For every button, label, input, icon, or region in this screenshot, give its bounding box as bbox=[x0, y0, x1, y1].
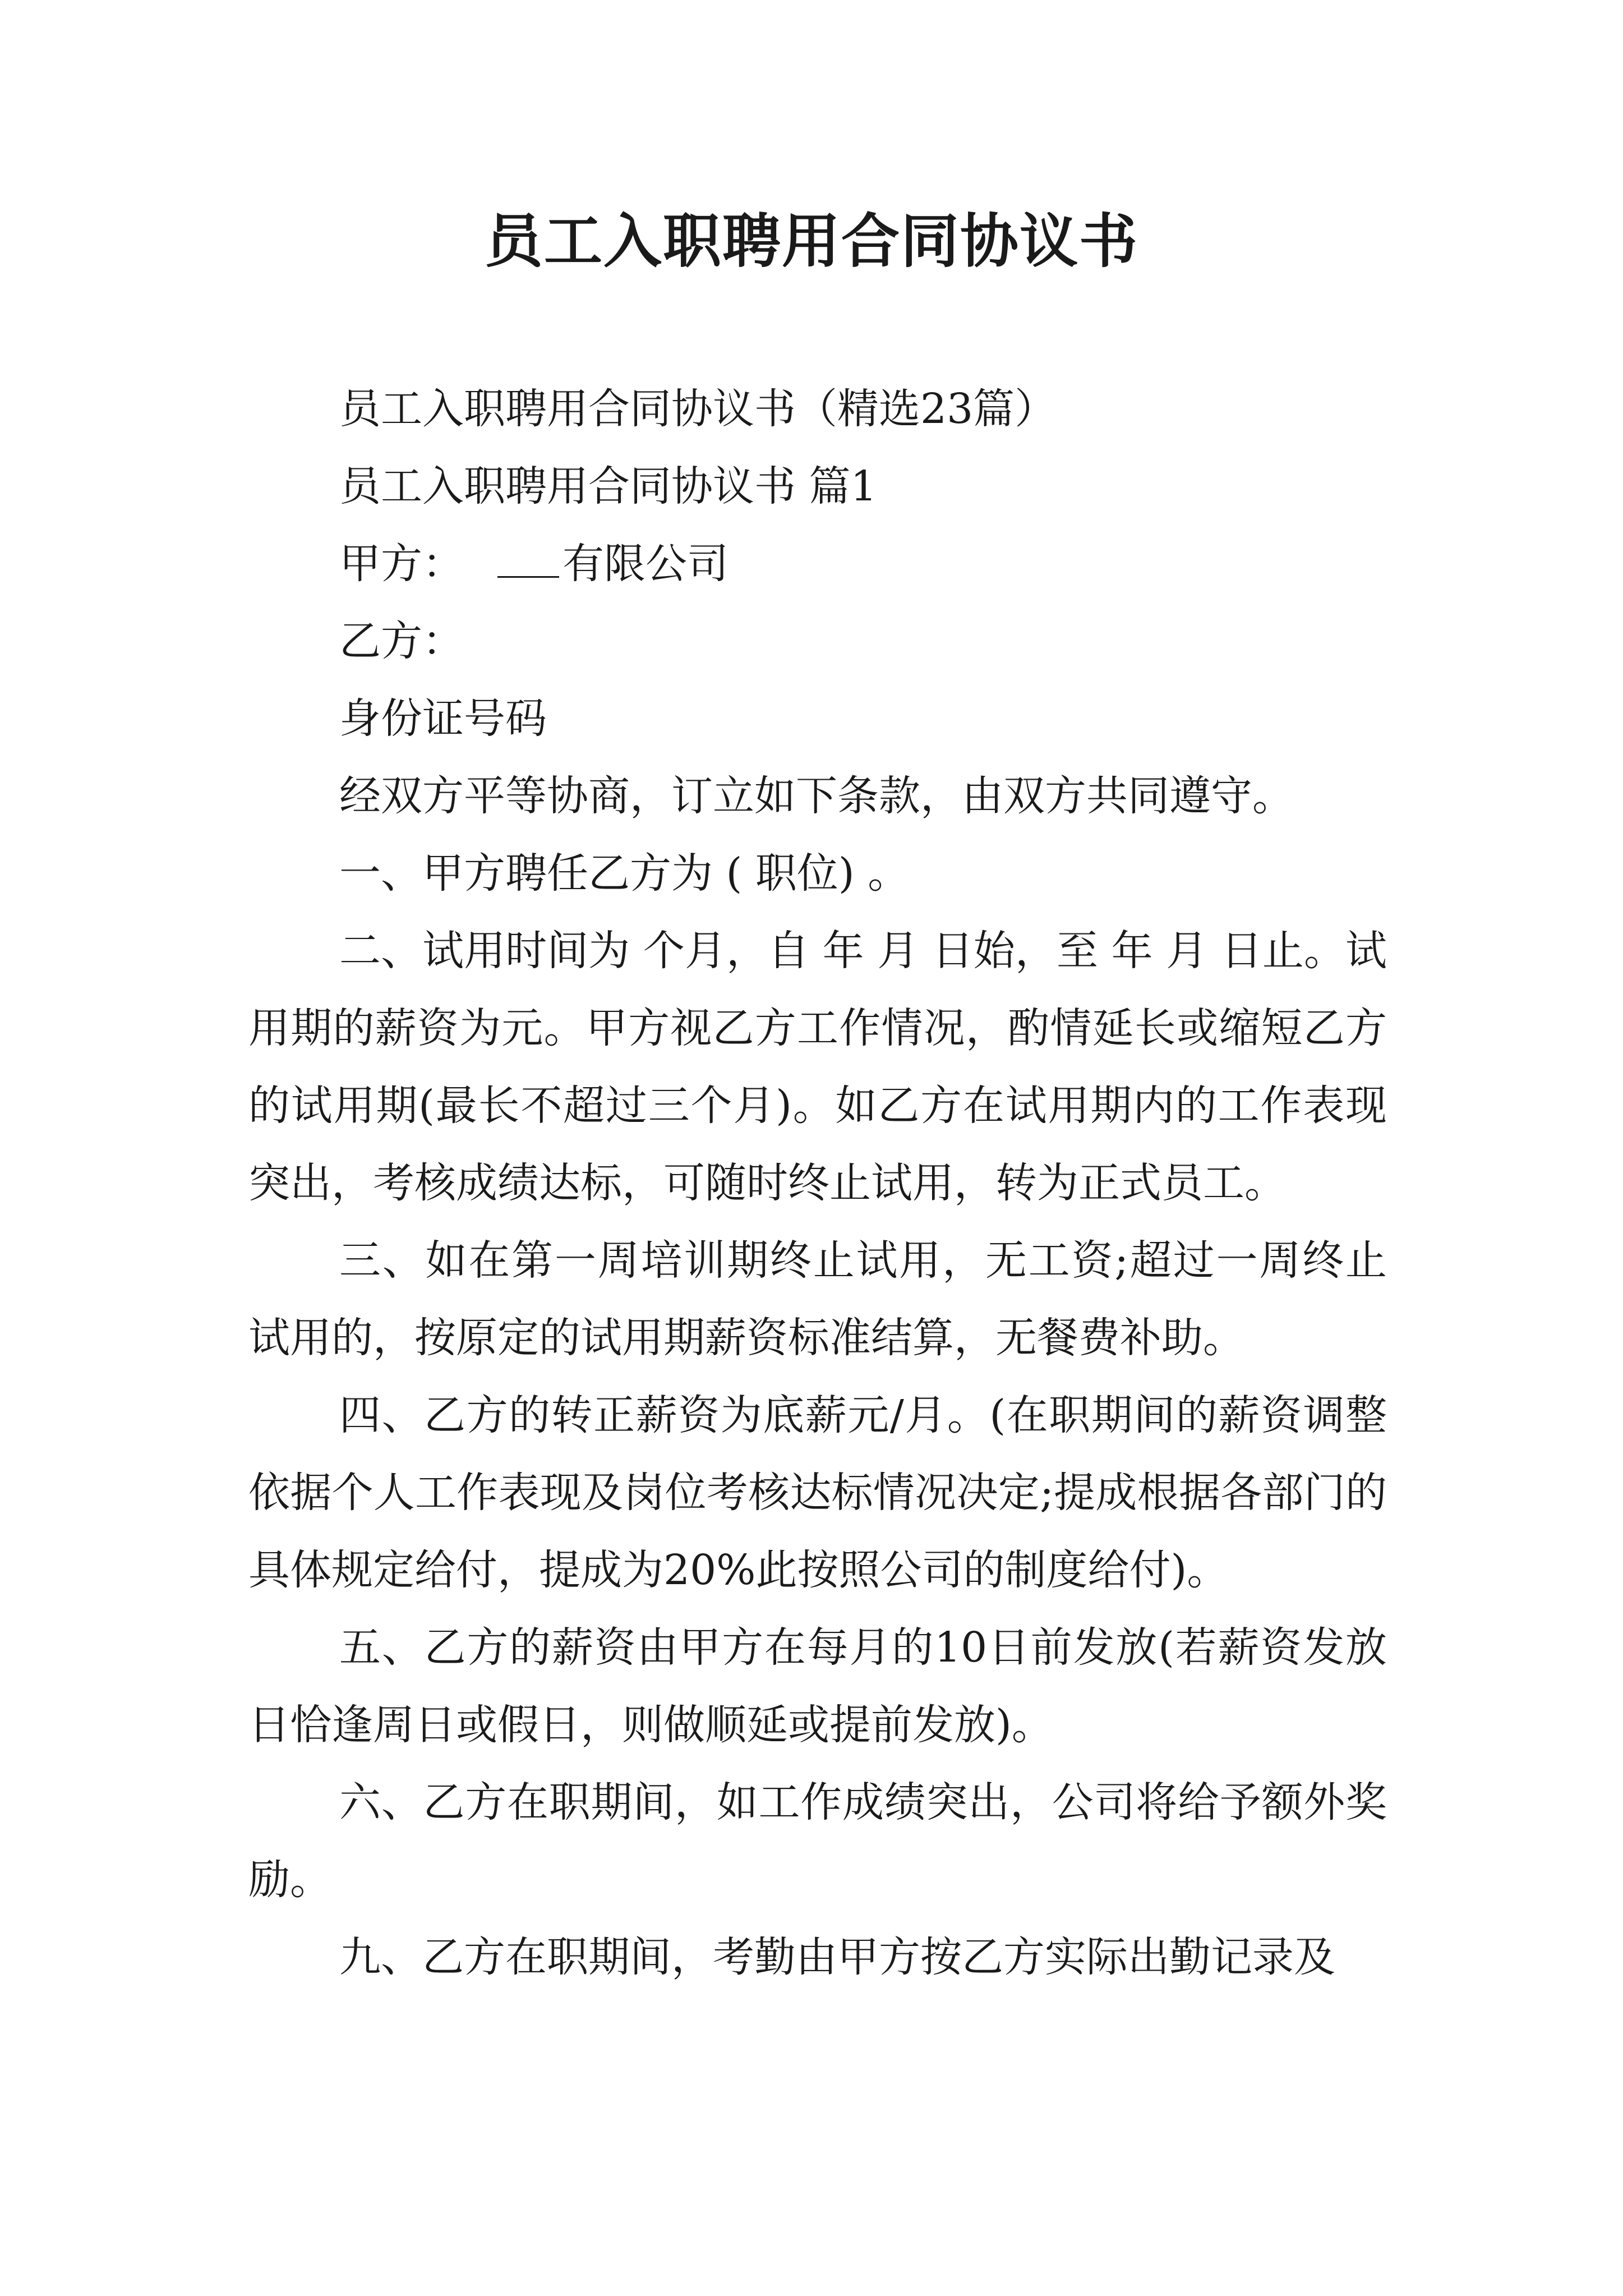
party-a-line bbox=[248, 525, 1387, 602]
document-title: 员工入职聘用合同协议书 bbox=[484, 207, 1138, 275]
clause-4: 四、乙方的转正薪资为底薪元/月。(在职期间的薪资调整依据个人工作表现及岗位考核达标情况决定;提成根据各部门的具体规定给付，提成为20%此按照公司的制度给付)。 bbox=[248, 1391, 1387, 1594]
id-number-line: 身份证号码 bbox=[339, 694, 547, 743]
document-body bbox=[248, 370, 1387, 1996]
subtitle-line: 员工入职聘用合同协议书（精选23篇） bbox=[339, 385, 1057, 433]
section-heading: 员工入职聘用合同协议书 篇1 bbox=[339, 462, 877, 510]
clause-1: 一、甲方聘任乙方为 ( 职位) 。 bbox=[339, 849, 910, 898]
clause-6: 六、乙方在职期间，如工作成绩突出，公司将给予额外奖励。 bbox=[248, 1778, 1387, 1904]
clause-5: 五、乙方的薪资由甲方在每月的10日前发放(若薪资发放日恰逢周日或假日，则做顺延或提前发放)。 bbox=[248, 1623, 1387, 1749]
preamble-paragraph: 经双方平等协商，订立如下条款，由双方共同遵守。 bbox=[339, 772, 1294, 820]
fill-in-blank bbox=[497, 542, 559, 578]
clause-2: 二、试用时间为 个月，自 年 月 日始，至 年 月 日止。试用期的薪资为元。甲方视乙方工作情况，酌情延长或缩短乙方的试用期(最长不超过三个月)。如乙方在试用期内的工作表现突出，考核成绩达标，可随时终止试用，转为正式员工。 bbox=[248, 927, 1387, 1207]
party-b-line: 乙方： bbox=[339, 617, 464, 665]
party-a-company: 有限公司 bbox=[562, 540, 728, 588]
party-a-label: 甲方： bbox=[339, 540, 464, 588]
clause-9: 九、乙方在职期间，考勤由甲方按乙方实际出勤记录及 bbox=[339, 1933, 1335, 1981]
clause-3: 三、如在第一周培训期终止试用，无工资;超过一周终止试用的，按原定的试用期薪资标准结算，无餐费补助。 bbox=[248, 1236, 1387, 1362]
